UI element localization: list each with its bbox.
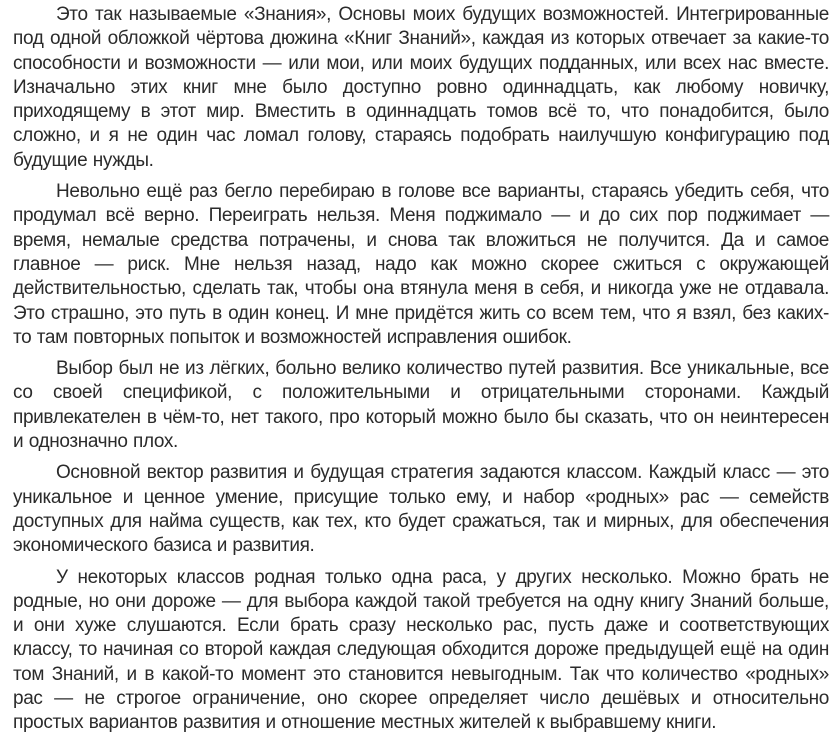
- paragraph: Основной вектор развития и будущая стратегия задаются классом. Каждый класс — это уникальное и ценное умение, присущие только ему, и набор «родных» рас — семейств доступных для найма существ, как тех, кто будет сражаться, так и мирных, для обеспечения экономического базиса и развития.: [13, 462, 829, 557]
- paragraph: У некоторых классов родная только одна раса, у других несколько. Можно брать не родные, но они дороже — для выбора каждой такой требуется на одну книгу Знаний больше, и они хуже слушаются. Если брать сразу несколько рас, пусть даже и соответствующих классу, то начиная со второй каждая следующая обходится дороже предыдущей ещё на один том Знаний, и в какой-то момент это становится невыгодным. Так что количество «родных» рас — не строгое ограничение, оно скорее определяет число дешёвых и относительно простых вариантов развития и отношение местных жителей к выбравшему книги.: [13, 566, 829, 734]
- paragraph: Это так называемые «Знания», Основы моих будущих возможностей. Интегрированные под одной обложкой чёртова дюжина «Книг Знаний», каждая из которых отвечает за какие-то способности и возможности — или мои, или моих будущих подданных, или всех нас вместе. Изначально этих книг мне было доступно ровно одиннадцать, как любому новичку, приходящему в этот мир. Вместить в одиннадцать томов всё то, что понадобится, было сложно, и я не один час ломал голову, стараясь подобрать наилучшую конфигурацию под будущие нужды.: [13, 4, 829, 171]
- paragraph: Невольно ещё раз бегло перебираю в голове все варианты, стараясь убедить себя, что продумал всё верно. Переиграть нельзя. Меня поджимало — и до сих пор поджимает — время, немалые средства потрачены, и снова так вложиться не получится. Да и самое главное — риск. Мне нельзя назад, надо как можно скорее сжиться с окружающей действительностью, сделать так, чтобы она втянула меня в себя, и никогда уже не отдавала. Это страшно, это путь в один конец. И мне придётся жить со всем тем, что я взял, без каких-то там повторных попыток и возможностей исправления ошибок.: [13, 181, 829, 348]
- paragraph: Выбор был не из лёгких, больно велико количество путей развития. Все уникальные, все со своей спецификой, с положительными и отрицательными сторонами. Каждый привлекателен в чём-то, нет такого, про который можно было бы сказать, что он неинтересен и однозначно плох.: [13, 358, 829, 453]
